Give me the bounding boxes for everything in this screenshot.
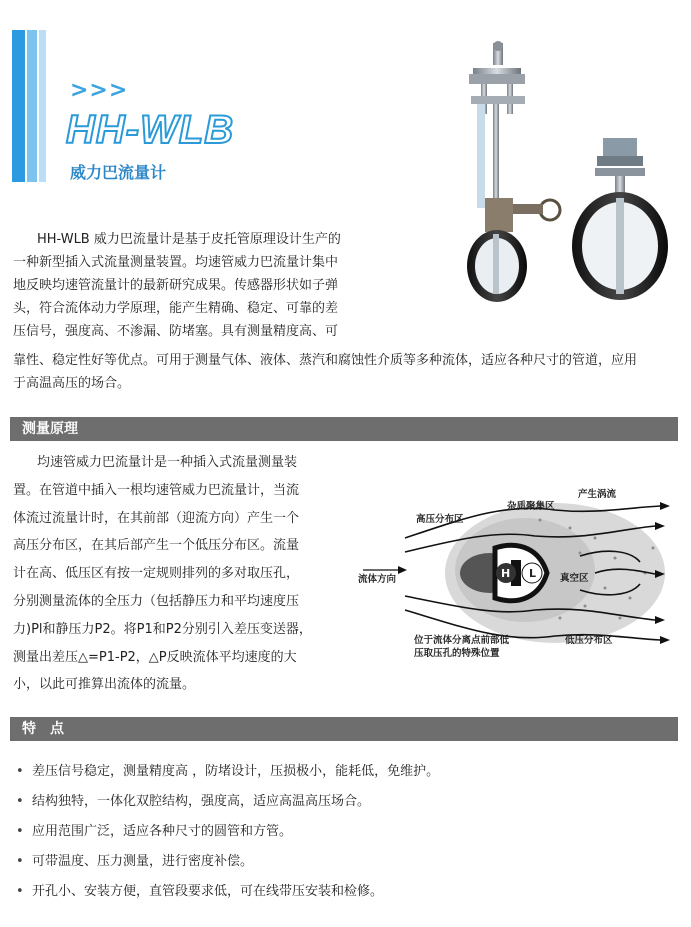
principle-line-2: 置。在管道中插入一根均速管威力巴流量计，当流 (13, 483, 300, 498)
intro-line-7: 于高温高压的场合。 (13, 376, 131, 391)
label-vacuum-zone: 真空区 (560, 573, 589, 584)
product-subtitle: 威力巴流量计 (70, 163, 167, 182)
principle-line-3: 体流过流量计时，在其前部（迎流方向）产生一个 (13, 511, 300, 526)
feature-item: • 差压信号稳定，测量精度高 ，防堵设计，压损极小，能耗低，免维护。 (16, 762, 439, 792)
principle-line-4: 高压分布区，在其后部产生一个低压分布区。流量 (13, 538, 300, 553)
stripe-2 (27, 30, 37, 182)
bullet-icon: • (16, 764, 24, 779)
principle-line-6: 分别测量流体的全压力（包括静压力和平均速度压 (13, 594, 300, 609)
product-model: HH-WLB (66, 108, 235, 152)
feature-list (16, 762, 439, 912)
intro-line-2: 一种新型插入式流量测量装置。均速管威力巴流量计集中 (13, 255, 339, 270)
label-high-zone: 高压分布区 (416, 514, 464, 525)
feature-item: • 开孔小、安装方便，直管段要求低，可在线带压安装和检修。 (16, 882, 439, 912)
label-position-1: 位于流体分离点前部低 (414, 635, 510, 646)
intro-line-4: 头，符合流体动力学原理，能产生精确、稳定、可靠的差 (13, 301, 339, 316)
principle-line-8: 测量出差压△=P1-P2，△P反映流体平均速度的大 (13, 650, 297, 665)
label-vortex: 产生涡流 (578, 489, 617, 500)
label-debris-zone: 杂质聚集区 (507, 501, 555, 512)
section-header-principle: 测量原理 (10, 417, 678, 441)
principle-line-5: 计在高、低压区有按一定规则排列的多对取压孔， (13, 566, 300, 581)
label-l: L (529, 567, 537, 580)
stripe-1 (12, 30, 25, 182)
feature-item: • 可带温度、压力测量，进行密度补偿。 (16, 852, 439, 882)
product-photo (455, 38, 681, 310)
intro-line-6: 靠性、稳定性好等优点。可用于测量气体、液体、蒸汽和腐蚀性介质等多种流体，适应各种尺寸的管道，应用 (13, 353, 638, 368)
chevron-icon: >>> (70, 78, 129, 103)
label-flow-direction: 流体方向 (358, 574, 397, 585)
label-position-2: 压取压孔的特殊位置 (414, 648, 500, 659)
principle-line-1: 均速管威力巴流量计是一种插入式流量测量装 (37, 455, 298, 470)
bullet-icon: • (16, 884, 24, 899)
intro-line-3: 地反映均速管流量计的最新研究成果。传感器形状如子弹 (13, 278, 339, 293)
intro-line-5: 压信号，强度高、不渗漏、防堵塞。具有测量精度高、可 (13, 324, 339, 339)
principle-line-7: 力)Pl和静压力P2。将P1和P2分别引入差压变送器， (13, 622, 312, 637)
bullet-icon: • (16, 854, 24, 869)
label-low-zone: 低压分布区 (565, 635, 613, 646)
intro-line-1: HH-WLB 威力巴流量计是基于皮托管原理设计生产的 (37, 232, 341, 247)
bullet-icon: • (16, 824, 24, 839)
section-header-features: 特 点 (10, 717, 678, 741)
feature-item: • 应用范围广泛，适应各种尺寸的圆管和方管。 (16, 822, 439, 852)
label-h: H (501, 567, 511, 580)
principle-line-9: 小，以此可推算出流体的流量。 (13, 677, 196, 692)
bullet-icon: • (16, 794, 24, 809)
feature-item: • 结构独特，一体化双腔结构，强度高，适应高温高压场合。 (16, 792, 439, 822)
stripe-3 (39, 30, 46, 182)
